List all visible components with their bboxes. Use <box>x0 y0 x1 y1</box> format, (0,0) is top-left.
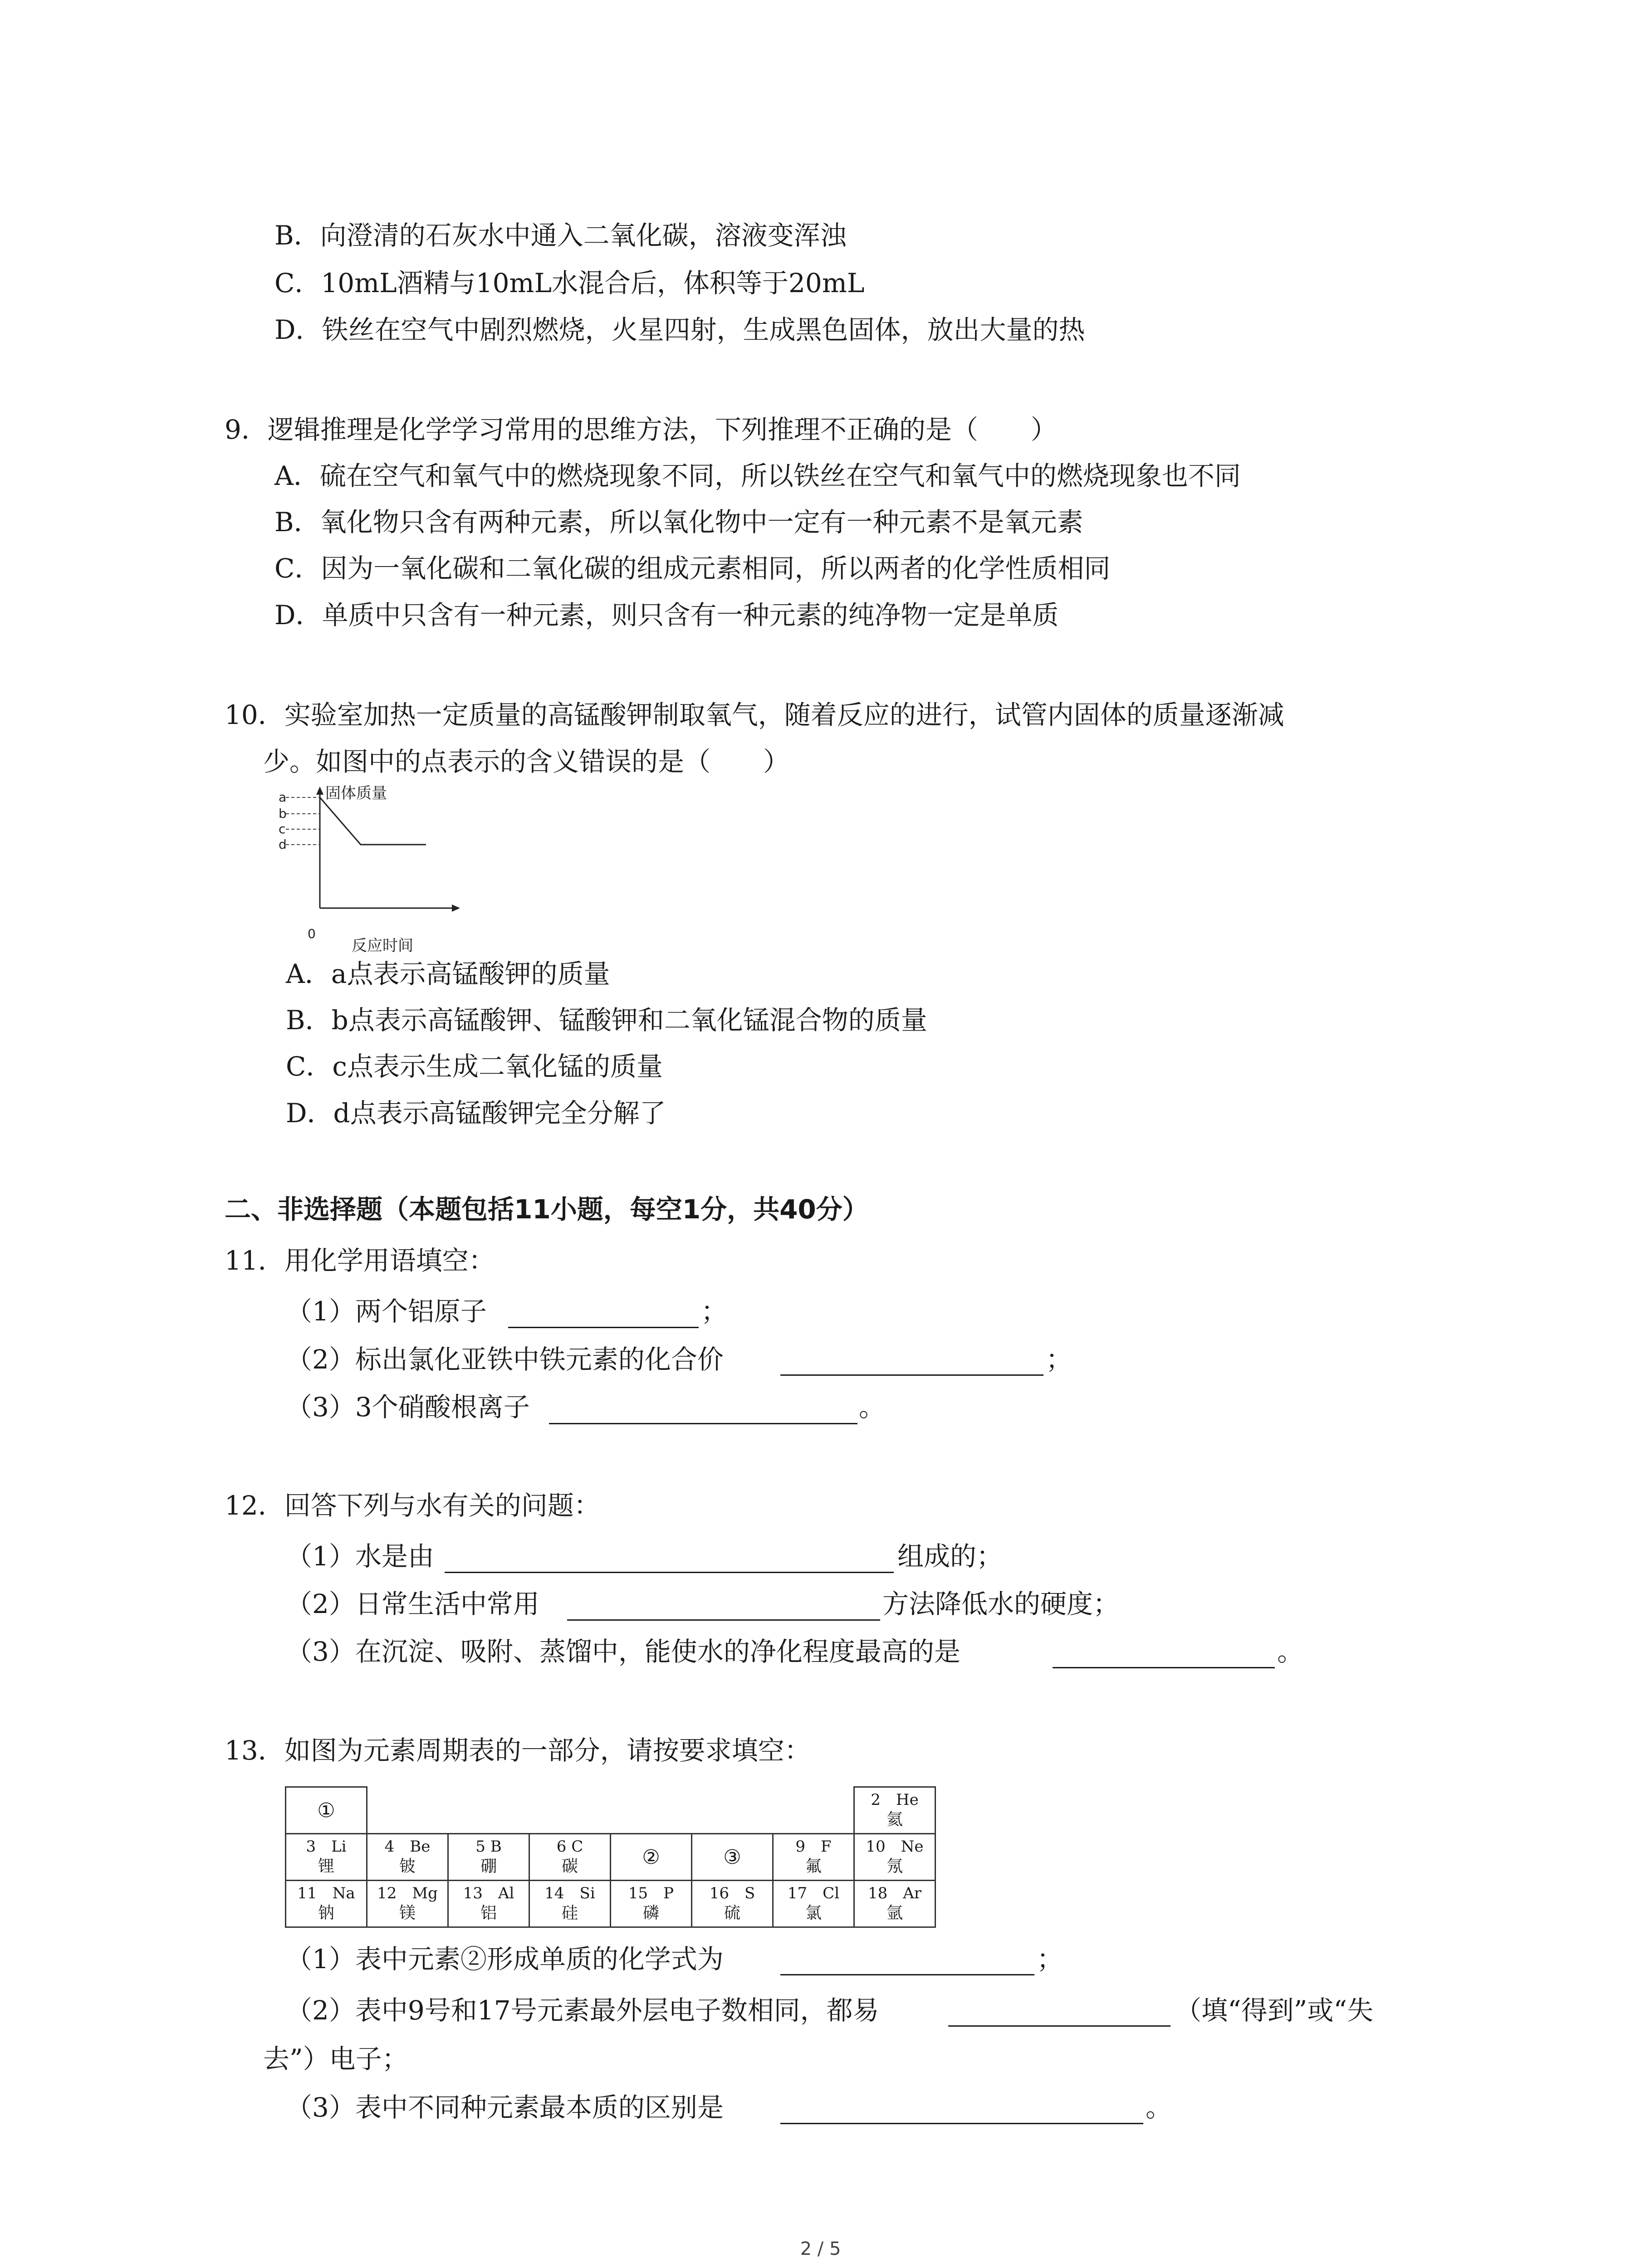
q12-part1: （1）水是由 <box>286 1541 434 1572</box>
q13-part3: （3）表中不同种元素最本质的区别是 <box>286 2092 724 2123</box>
periodic-table-fragment <box>285 1786 936 1928</box>
table-row <box>286 1881 936 1927</box>
cell-ar: 18 Ar 氩 <box>854 1881 936 1927</box>
y-tick-label-c: c <box>279 821 286 836</box>
q10-stem-line2: 少。如图中的点表示的含义错误的是（ ） <box>263 746 790 777</box>
cell-mark-3: ③ <box>692 1834 773 1881</box>
q11-part2-end: ； <box>1046 1344 1073 1375</box>
q13-part1-end: ； <box>1037 1944 1063 1975</box>
table-row <box>286 1834 936 1881</box>
cell-s: 16 S 硫 <box>692 1881 773 1927</box>
q10-option-d: D．d点表示高锰酸钾完全分解了 <box>286 1098 666 1129</box>
q10-option-c: C．c点表示生成二氧化锰的质量 <box>286 1051 663 1082</box>
x-axis-label: 反应时间 <box>352 937 413 955</box>
q12-part2-end: 方法降低水的硬度； <box>882 1589 1120 1619</box>
q12-blank1[interactable] <box>445 1572 894 1573</box>
cell-f: 9 F 氟 <box>773 1834 854 1881</box>
q13-part2-cont: 去”）电子； <box>263 2043 408 2074</box>
q8-option-d: D．铁丝在空气中剧烈燃烧，火星四射，生成黑色固体，放出大量的热 <box>274 314 1085 345</box>
section-title: 二、非选择题（本题包括11小题，每空1分，共40分） <box>225 1194 869 1225</box>
q9-stem: 9．逻辑推理是化学学习常用的思维方法，下列推理不正确的是（ ） <box>225 414 1057 445</box>
cell-c: 6 C 碳 <box>529 1834 611 1881</box>
x-axis-arrow <box>452 904 460 912</box>
cell-he: 2 He 氦 <box>854 1787 936 1834</box>
y-axis-label: 固体质量 <box>325 785 387 802</box>
q12-blank3[interactable] <box>1053 1667 1275 1668</box>
cell-p: 15 P 磷 <box>611 1881 692 1927</box>
q13-part1: （1）表中元素②形成单质的化学式为 <box>286 1944 724 1975</box>
q11-blank2[interactable] <box>780 1374 1043 1376</box>
q11-part3-end: 。 <box>859 1392 886 1422</box>
cell-ne: 10 Ne 氖 <box>854 1834 936 1881</box>
q10-option-b: B．b点表示高锰酸钾、锰酸钾和二氧化锰混合物的质量 <box>286 1005 927 1036</box>
cell-si: 14 Si 硅 <box>529 1881 611 1927</box>
cell-be: 4 Be 铍 <box>367 1834 448 1881</box>
q12-part2: （2）日常生活中常用 <box>286 1589 539 1619</box>
q12-part3-end: 。 <box>1277 1636 1304 1667</box>
q12-part1-end: 组成的； <box>897 1541 1003 1572</box>
cell-cl: 17 Cl 氯 <box>773 1881 854 1927</box>
q12-part3: （3）在沉淀、吸附、蒸馏中，能使水的净化程度最高的是 <box>286 1636 960 1667</box>
q8-option-b: B．向澄清的石灰水中通入二氧化碳，溶液变浑浊 <box>274 220 847 251</box>
cell-mark-1: ① <box>286 1787 367 1834</box>
q11-part1-end: ； <box>701 1296 728 1327</box>
q13-part2-end: （填“得到”或“失 <box>1175 1995 1373 2026</box>
q13-blank2[interactable] <box>948 2025 1171 2027</box>
q10-stem-line1: 10．实验室加热一定质量的高锰酸钾制取氧气，随着反应的进行，试管内固体的质量逐渐减 <box>225 699 1284 730</box>
q13-part2: （2）表中9号和17号元素最外层电子数相同，都易 <box>286 1995 879 2026</box>
y-tick-label-d: d <box>279 837 287 852</box>
q11-part2: （2）标出氯化亚铁中铁元素的化合价 <box>286 1344 724 1375</box>
page-number: 2 / 5 <box>800 2239 841 2259</box>
origin-label: 0 <box>308 926 316 941</box>
q13-blank1[interactable] <box>780 1974 1034 1975</box>
q9-option-b: B．氧化物只含有两种元素，所以氧化物中一定有一种元素不是氧元素 <box>274 507 1083 538</box>
q12-stem: 12．回答下列与水有关的问题： <box>225 1490 600 1521</box>
cell-li: 3 Li 锂 <box>286 1834 367 1881</box>
solid-mass-line <box>320 797 426 845</box>
q12-blank2[interactable] <box>567 1619 880 1621</box>
y-tick-label-b: b <box>279 806 287 821</box>
q9-option-a: A．硫在空气和氧气中的燃烧现象不同，所以铁丝在空气和氧气中的燃烧现象也不同 <box>274 460 1241 491</box>
cell-mg: 12 Mg 镁 <box>367 1881 448 1927</box>
y-tick-label-a: a <box>279 790 287 805</box>
solid-mass-chart <box>272 785 467 957</box>
q11-part3: （3）3个硝酸根离子 <box>286 1392 530 1422</box>
cell-b: 5 B 硼 <box>448 1834 529 1881</box>
q10-option-a: A．a点表示高锰酸钾的质量 <box>286 958 610 989</box>
cell-na: 11 Na 钠 <box>286 1881 367 1927</box>
q11-blank3[interactable] <box>549 1423 857 1424</box>
q13-stem: 13．如图为元素周期表的一部分，请按要求填空： <box>225 1735 811 1766</box>
table-row <box>286 1787 936 1834</box>
q11-part1: （1）两个铝原子 <box>286 1296 487 1327</box>
q9-option-c: C．因为一氧化碳和二氧化碳的组成元素相同，所以两者的化学性质相同 <box>274 553 1111 584</box>
cell-mark-2: ② <box>611 1834 692 1881</box>
q13-part3-end: 。 <box>1146 2092 1172 2123</box>
q11-stem: 11．用化学用语填空： <box>225 1245 495 1276</box>
q13-blank3[interactable] <box>780 2123 1143 2124</box>
cell-al: 13 Al 铝 <box>448 1881 529 1927</box>
y-axis-arrow <box>316 787 323 795</box>
q11-blank1[interactable] <box>508 1327 699 1328</box>
q9-option-d: D．单质中只含有一种元素，则只含有一种元素的纯净物一定是单质 <box>274 600 1059 631</box>
q8-option-c: C．10mL酒精与10mL水混合后，体积等于20mL <box>274 268 865 298</box>
